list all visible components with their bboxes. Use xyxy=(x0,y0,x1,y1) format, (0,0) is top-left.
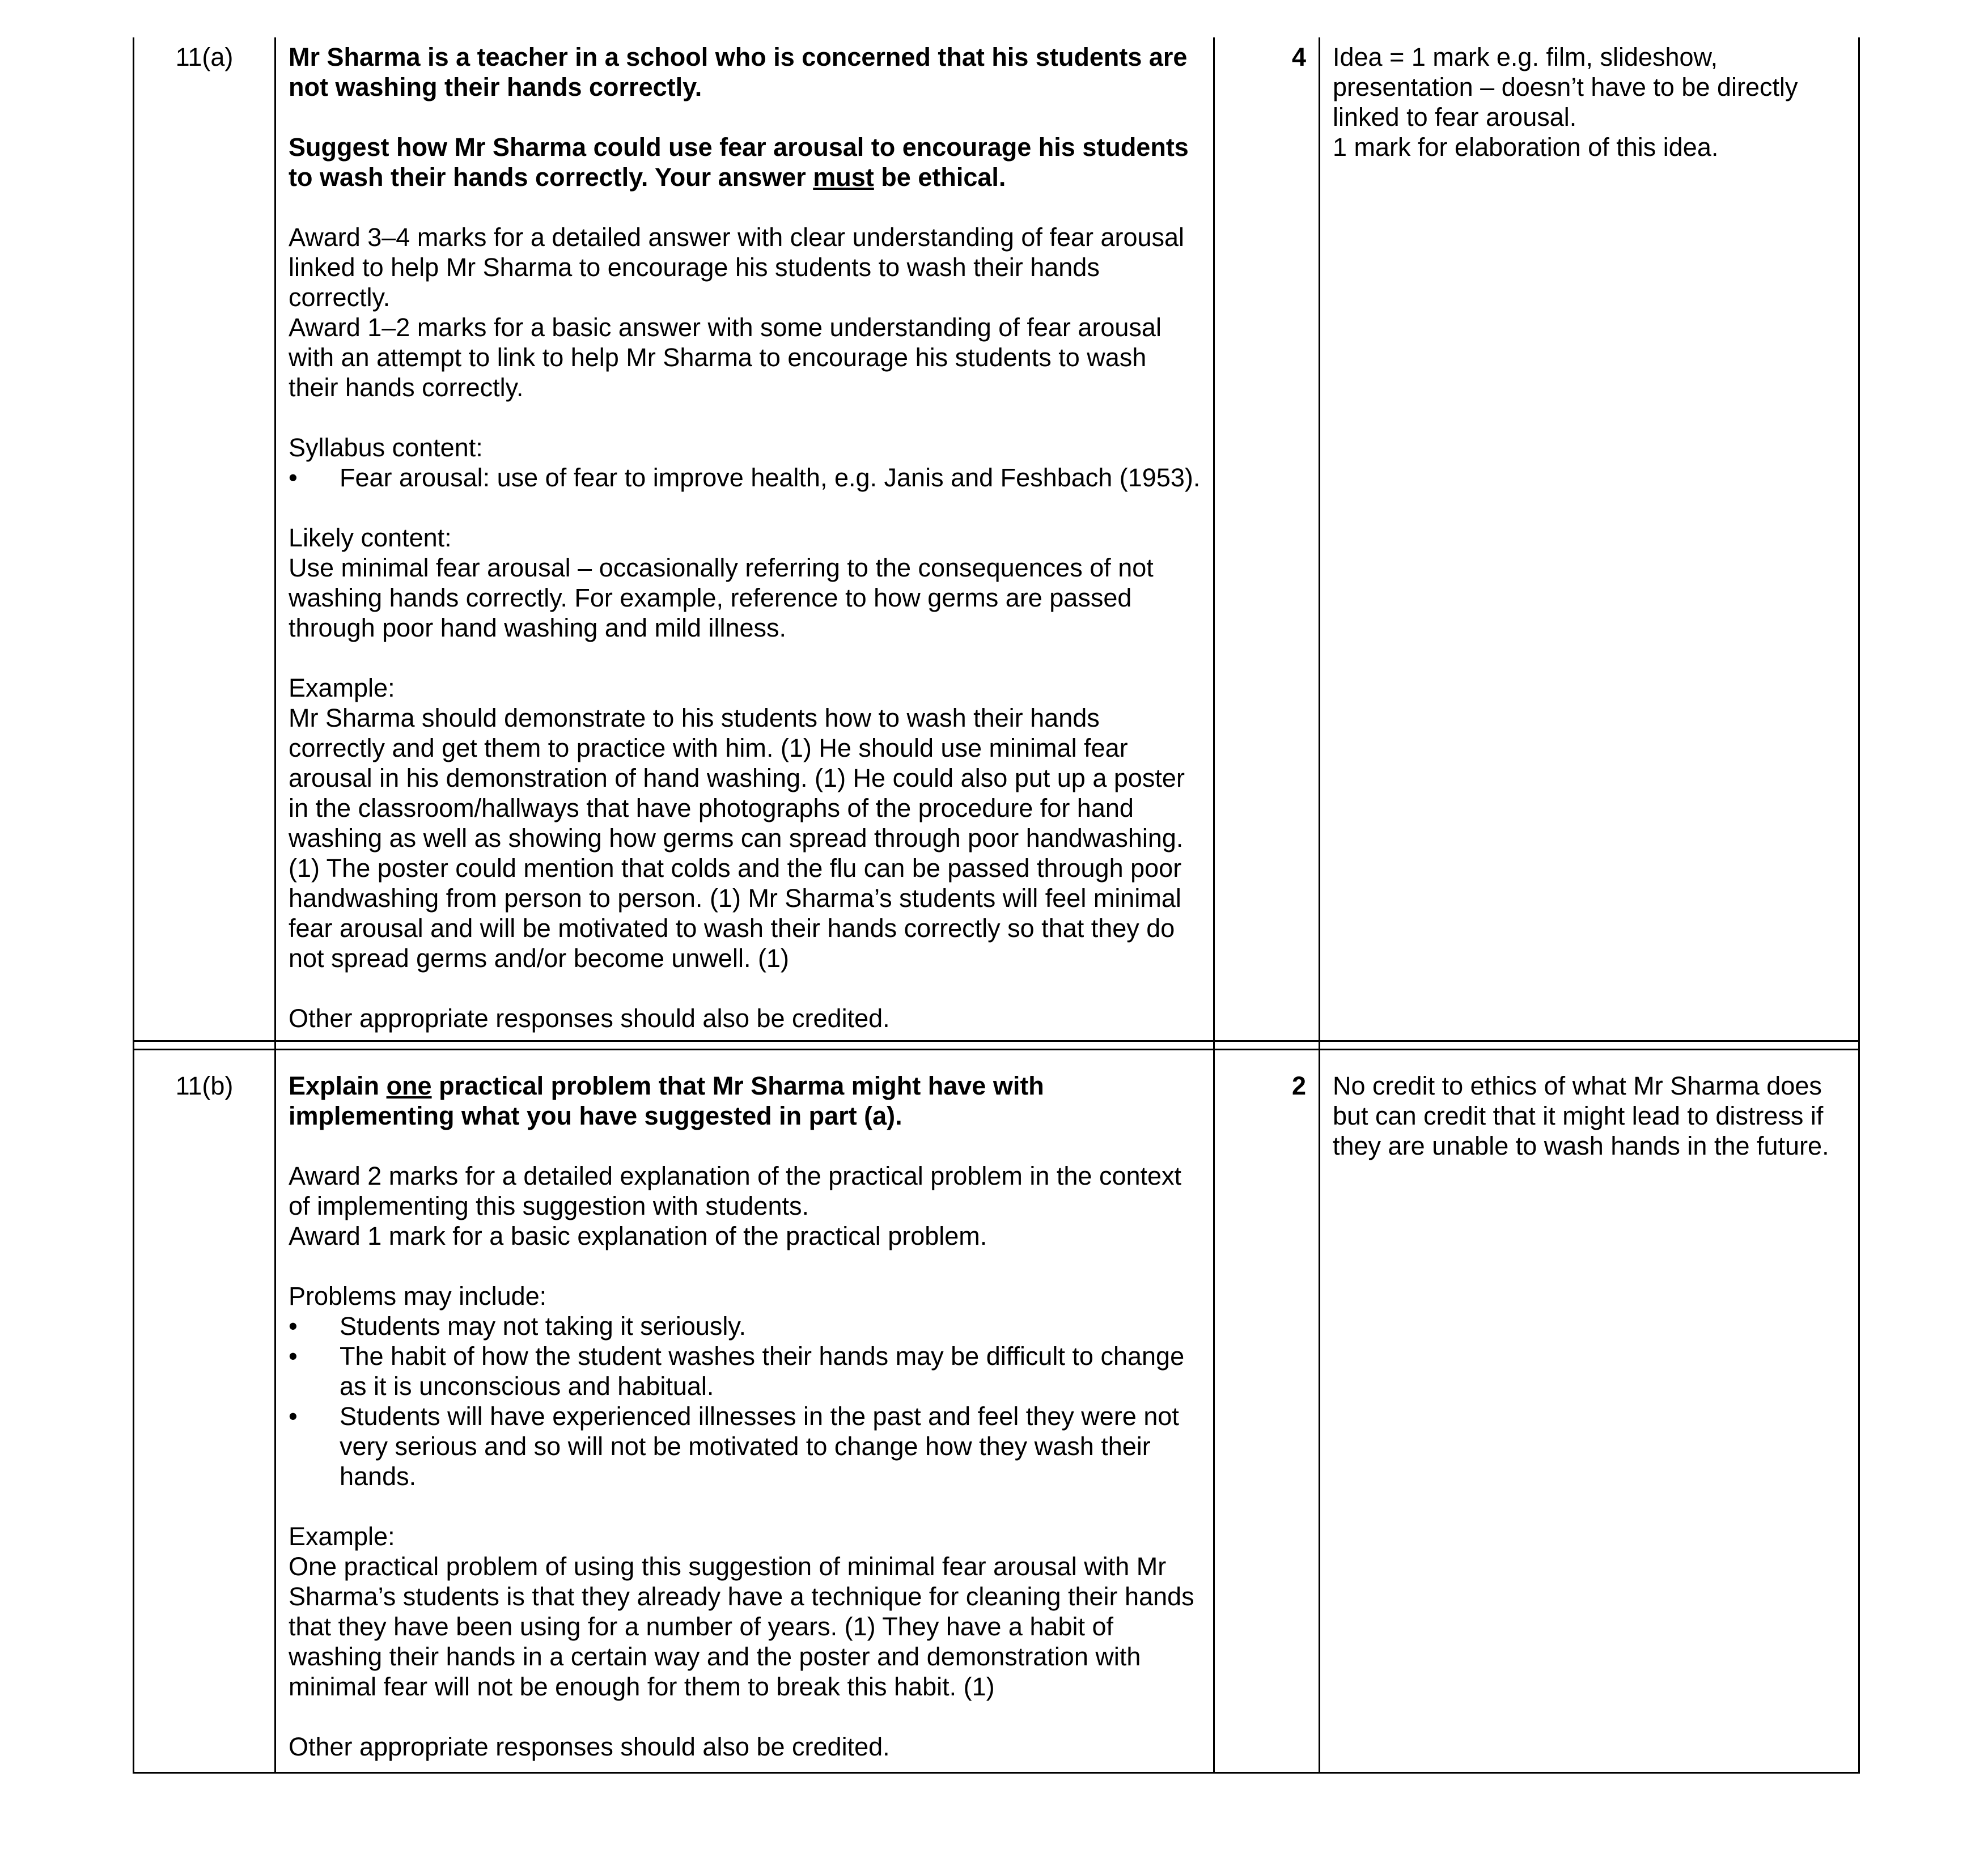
instruction-text-end: be ethical. xyxy=(874,163,1006,192)
question-instruction xyxy=(289,132,1201,192)
separator-cell xyxy=(134,1041,275,1050)
list-item: • Fear arousal: use of fear to improve health, e.g. Janis and Feshbach (1953). xyxy=(289,463,1201,493)
list-item: • Students may not taking it seriously. xyxy=(289,1311,1201,1341)
award-low: Award 1 mark for a basic explanation of the practical problem. xyxy=(289,1222,987,1250)
prompt-text-end: practical problem that Mr Sharma might have with implementing what you have suggested in part (a). xyxy=(289,1071,1044,1130)
separator-cell xyxy=(1214,1041,1320,1050)
guidance-cell xyxy=(1320,1050,1859,1773)
guidance-cell xyxy=(1320,37,1859,1041)
list-item: • The habit of how the student washes their hands may be difficult to change as it is unconscious and habitual. xyxy=(289,1341,1201,1401)
problems-heading: Problems may include: xyxy=(289,1282,547,1311)
question-prompt: Mr Sharma is a teacher in a school who is concerned that his students are not washing their hands correctly. xyxy=(289,43,1188,101)
other-responses-note: Other appropriate responses should also be credited. xyxy=(289,1004,890,1033)
table-row xyxy=(134,37,1859,1041)
award-low: Award 1–2 marks for a basic answer with some understanding of fear arousal with an attempt to link to help Mr Sharma to encourage his students to wash their hands correctly. xyxy=(289,313,1162,402)
marks-cell: 4 xyxy=(1214,37,1320,1041)
prompt-emphasis: one xyxy=(386,1071,432,1100)
likely-text: Use minimal fear arousal – occasionally referring to the consequences of not washing hands correctly. For example, reference to how germs are passed through poor hand washing and mild illness. xyxy=(289,553,1154,642)
mark-scheme-page xyxy=(133,37,1858,1774)
guidance-text: No credit to ethics of what Mr Sharma does but can credit that it might lead to distress if they are unable to wash hands in the future. xyxy=(1333,1071,1829,1160)
separator-cell xyxy=(1320,1041,1859,1050)
question-prompt xyxy=(289,1071,1201,1131)
question-number: 11(b) xyxy=(134,1050,275,1773)
list-item: • Students will have experienced illnesses in the past and feel they were not very serious and so will not be motivated to change how they wash their hands. xyxy=(289,1401,1201,1491)
example-heading: Example: xyxy=(289,1522,395,1551)
guidance-text: Idea = 1 mark e.g. film, slideshow, presentation – doesn’t have to be directly linked to fear arousal. xyxy=(1333,43,1798,132)
prompt-text: Explain xyxy=(289,1071,387,1100)
award-high: Award 2 marks for a detailed explanation of the practical problem in the context of implementing this suggestion with students. xyxy=(289,1161,1182,1220)
marks-cell: 2 xyxy=(1214,1050,1320,1773)
table-row xyxy=(134,1050,1859,1773)
guidance-text: 1 mark for elaboration of this idea. xyxy=(1333,133,1719,162)
mark-scheme-table xyxy=(133,37,1860,1774)
problems-list xyxy=(289,1311,1201,1491)
example-text: Mr Sharma should demonstrate to his students how to wash their hands correctly and get them to practice with him. (1) He should use minimal fear arousal in his demonstration of hand washing. (1) He could also put up a poster in the classroom/hallways that have photographs of the procedure for hand washing as well as showing how germs can spread through poor handwashing. (1) The poster could mention that colds and the flu can be passed through poor handwashing from person to person. (1) Mr Sharma’s students will feel minimal fear arousal and will be motivated to wash their hands correctly so that they do not spread germs and/or become unwell. (1) xyxy=(289,703,1185,973)
other-responses-note: Other appropriate responses should also be credited. xyxy=(289,1732,890,1761)
instruction-text: Suggest how Mr Sharma could use fear arousal to encourage his students to wash their hands correctly. Your answer xyxy=(289,133,1189,192)
answer-cell xyxy=(275,37,1214,1041)
example-heading: Example: xyxy=(289,673,395,702)
row-separator xyxy=(134,1041,1859,1050)
syllabus-list xyxy=(289,463,1201,493)
award-high: Award 3–4 marks for a detailed answer with clear understanding of fear arousal linked to help Mr Sharma to encourage his students to wash their hands correctly. xyxy=(289,223,1185,312)
instruction-emphasis: must xyxy=(813,163,874,192)
example-text: One practical problem of using this suggestion of minimal fear arousal with Mr Sharma’s students is that they already have a technique for cleaning their hands that they have been using for a number of years. (1) They have a habit of washing their hands in a certain way and the poster and demonstration with minimal fear will not be enough for them to break this habit. (1) xyxy=(289,1552,1194,1701)
separator-cell xyxy=(275,1041,1214,1050)
answer-cell xyxy=(275,1050,1214,1773)
likely-heading: Likely content: xyxy=(289,523,452,552)
question-number: 11(a) xyxy=(134,37,275,1041)
syllabus-heading: Syllabus content: xyxy=(289,433,483,462)
